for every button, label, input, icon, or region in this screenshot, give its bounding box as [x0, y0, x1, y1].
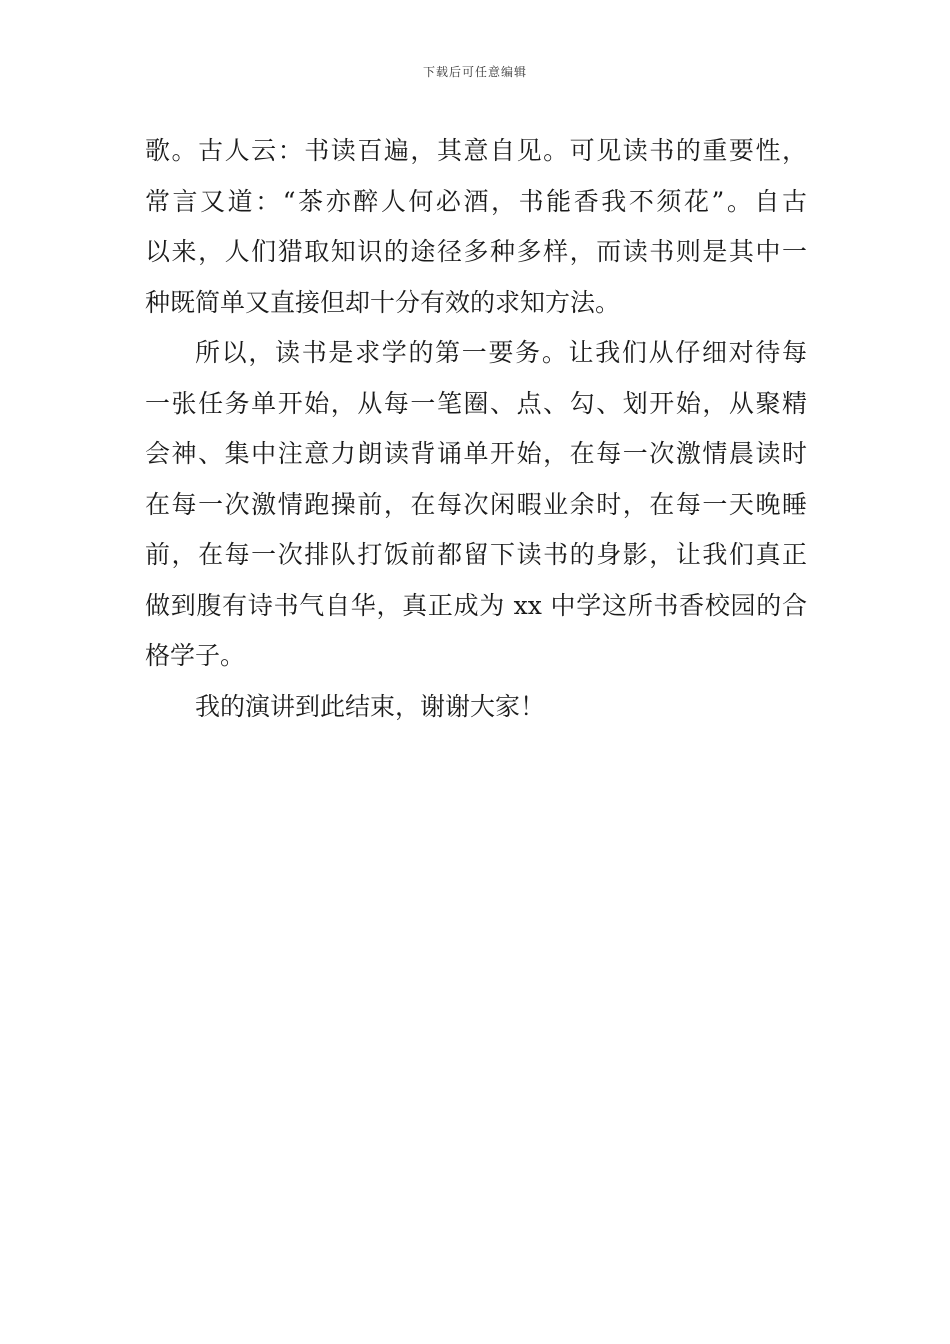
text-line: 我的演讲到此结束，谢谢大家！ — [195, 691, 546, 721]
text-line: 常言又道：“茶亦醉人何必酒，书能香我不须花”。自古 — [145, 186, 807, 216]
page-header-note: 下载后可任意编辑 — [422, 65, 527, 79]
text-line: 一张任务单开始，从每一笔圈、点、勾、划开始，从聚精 — [145, 388, 807, 418]
paragraph-2 — [145, 328, 807, 682]
text-line: 前，在每一次排队打饭前都留下读书的身影，让我们真正 — [145, 540, 807, 569]
paragraph-1 — [145, 126, 807, 328]
text-line: 在每一次激情跑操前，在每次闲暇业余时，在每一天晚睡 — [145, 489, 807, 519]
text-line: 所以，读书是求学的第一要务。让我们从仔细对待每 — [195, 338, 807, 367]
text-line: 歌。古人云：书读百遍，其意自见。可见读书的重要性， — [145, 136, 807, 165]
text-line: 格学子。 — [145, 641, 246, 670]
document-body — [145, 126, 807, 732]
text-line: 种既简单又直接但却十分有效的求知方法。 — [145, 287, 621, 317]
text-line: 做到腹有诗书气自华，真正成为 xx 中学这所书香校园的合 — [145, 590, 807, 620]
paragraph-3 — [145, 682, 807, 733]
text-line: 以来，人们猎取知识的途径多种多样，而读书则是其中一 — [145, 237, 807, 266]
text-line: 会神、集中注意力朗读背诵单开始，在每一次激情晨读时 — [145, 439, 807, 468]
